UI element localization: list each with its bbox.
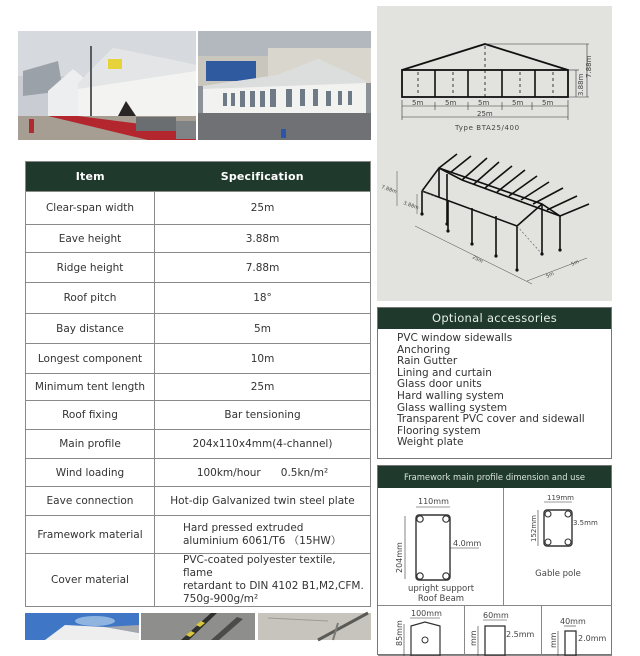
svg-text:25m: 25m: [471, 254, 484, 265]
column-header-specification: Specification: [155, 162, 371, 192]
list-item: Weight plate: [397, 436, 464, 449]
spec-cell: 5m: [155, 314, 371, 344]
svg-text:3.88m: 3.88m: [577, 73, 585, 96]
svg-text:Type BTA25/400: Type BTA25/400: [455, 124, 520, 132]
spec-cell: 3.88m: [155, 225, 371, 253]
main-profile-label-roof-beam: Roof Beam: [417, 594, 465, 604]
svg-text:40mm: 40mm: [560, 617, 586, 626]
table-row: [26, 401, 371, 430]
svg-text:7.88m: 7.88m: [585, 55, 593, 78]
spec-cell: 7.88m: [155, 253, 371, 283]
framework-profile-title: Framework main profile dimension and use: [378, 466, 611, 488]
svg-text:110mm: 110mm: [418, 497, 449, 506]
table-header-row: [26, 162, 371, 192]
item-cell: Roof fixing: [26, 401, 155, 430]
svg-text:85mm: 85mm: [395, 620, 404, 646]
main-profile-label-upright: upright support: [407, 584, 475, 594]
table-row: [26, 374, 371, 401]
list-item: Transparent PVC cover and sidewall: [397, 413, 585, 426]
accessories-title: Optional accessories: [378, 308, 611, 329]
table-row: [26, 430, 371, 459]
item-cell: Minimum tent length: [26, 374, 155, 401]
spec-cell: 10m: [155, 344, 371, 374]
svg-text:204mm: 204mm: [395, 542, 404, 573]
column-header-item: Item: [26, 162, 155, 192]
list-item: Anchoring: [397, 343, 451, 356]
svg-text:5m: 5m: [570, 258, 581, 268]
tent-diagram-panel: [377, 6, 612, 301]
svg-text:5m: 5m: [412, 99, 424, 107]
framework-profile-box: [377, 465, 612, 655]
spec-cell: 25m: [155, 192, 371, 225]
item-cell: Bay distance: [26, 314, 155, 344]
spec-cell: 25m: [155, 374, 371, 401]
table-row: [26, 283, 371, 314]
item-cell: Ridge height: [26, 253, 155, 283]
isometric-frame-diagram: [377, 146, 612, 306]
table-row: [26, 487, 371, 516]
gable-profile-label: Gable pole: [535, 569, 581, 579]
svg-text:5m: 5m: [512, 99, 524, 107]
tent-windowed-sidewalls-photo: [198, 31, 371, 140]
small-profile-cell-3: [542, 606, 612, 656]
item-cell: Wind loading: [26, 459, 155, 487]
item-cell: Longest component: [26, 344, 155, 374]
spec-cell: Hot-dip Galvanized twin steel plate: [155, 487, 371, 516]
table-row: [26, 459, 371, 487]
accessories-list: [378, 329, 611, 449]
table-row: [26, 516, 371, 554]
item-cell: Eave height: [26, 225, 155, 253]
svg-text:119mm: 119mm: [547, 494, 574, 502]
table-row: [26, 225, 371, 253]
table-row: [26, 554, 371, 607]
list-item: PVC window sidewalls: [397, 332, 513, 344]
gable-profile-cell: [504, 488, 612, 606]
tent-roof-detail-photo: [25, 613, 139, 640]
item-cell: Clear-span width: [26, 192, 155, 225]
svg-text:7.88m: 7.88m: [380, 184, 398, 196]
item-cell: Main profile: [26, 430, 155, 459]
svg-text:5m: 5m: [542, 99, 554, 107]
spec-cell: 18°: [155, 283, 371, 314]
table-row: [26, 192, 371, 225]
svg-text:3.5mm: 3.5mm: [573, 519, 598, 527]
small-profile-cell-1: [378, 606, 465, 656]
spec-cell: Hard pressed extruded aluminium 6061/T6 （15HW）: [155, 516, 371, 554]
svg-text:mm: mm: [469, 630, 478, 646]
svg-text:5m: 5m: [545, 270, 556, 280]
svg-text:2.5mm: 2.5mm: [506, 630, 535, 639]
svg-text:mm: mm: [549, 632, 558, 648]
optional-accessories-box: [377, 307, 612, 459]
item-cell: Cover material: [26, 554, 155, 607]
svg-text:25m: 25m: [477, 110, 493, 118]
aluminium-profile-photo: [141, 613, 255, 640]
spec-cell: 204x110x4mm(4-channel): [155, 430, 371, 459]
table-row: [26, 344, 371, 374]
svg-text:5m: 5m: [478, 99, 490, 107]
list-item: Lining and curtain: [397, 366, 492, 379]
list-item: Glass walling system: [397, 401, 508, 414]
spec-cell: 100km/hour 0.5kn/m²: [155, 459, 371, 487]
table-row: [26, 253, 371, 283]
svg-text:3.88m: 3.88m: [402, 200, 420, 212]
tent-frame-interior-photo: [258, 613, 371, 640]
list-item: Flooring system: [397, 424, 481, 437]
svg-text:100mm: 100mm: [411, 609, 442, 618]
spec-cell: PVC-coated polyester textile, flame retardant to DIN 4102 B1,M2,CFM. 750g-900g/m²: [155, 554, 371, 607]
svg-text:4.0mm: 4.0mm: [453, 539, 482, 548]
elevation-diagram: [377, 6, 612, 141]
svg-text:152mm: 152mm: [530, 515, 538, 542]
item-cell: Roof pitch: [26, 283, 155, 314]
specification-table: [25, 161, 371, 607]
item-cell: Framework material: [26, 516, 155, 554]
tent-exhibition-red-carpet-photo: [18, 31, 196, 140]
table-row: [26, 314, 371, 344]
gable-profile-drawing: [504, 488, 612, 606]
svg-text:60mm: 60mm: [483, 611, 509, 620]
list-item: Rain Gutter: [397, 355, 458, 368]
list-item: Glass door units: [397, 378, 482, 391]
main-profile-cell: [378, 488, 504, 606]
list-item: Hard walling system: [397, 389, 504, 402]
item-cell: Eave connection: [26, 487, 155, 516]
spec-cell: Bar tensioning: [155, 401, 371, 430]
svg-text:5m: 5m: [445, 99, 457, 107]
small-profile-cell-2: [465, 606, 542, 656]
svg-text:2.0mm: 2.0mm: [578, 634, 607, 643]
